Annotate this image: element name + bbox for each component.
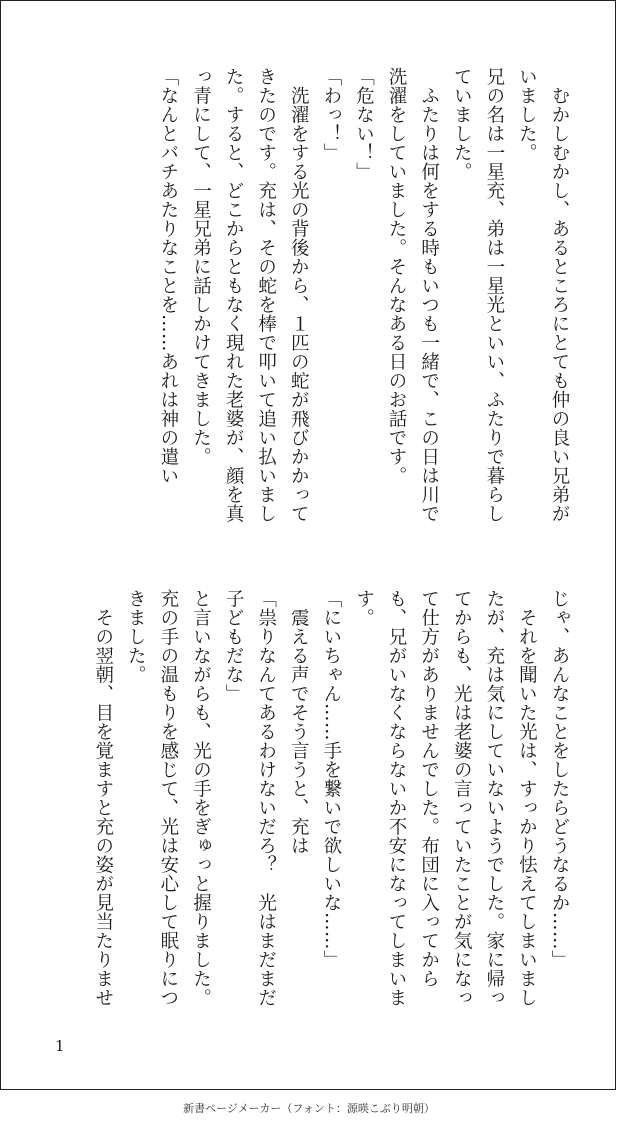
paragraph: と言いながらも、光の手をぎゅっと握りました。充の手の温もりを感じて、光は安心して眠りにつきました。 <box>125 589 212 1007</box>
paragraph: それを聞いた光は、すっかり怯えてしまいましたが、充は気にしていないようでした。家に帰ってからも、光は老婆の言っていたことが気になって仕方がありませんでした。布団に入ってからも、兄がいなくならないか不安になってしまいます。 <box>353 589 538 1007</box>
text-column-bottom <box>47 589 575 1009</box>
paragraph: ふたりは何をする時もいつも一緒で、この日は川で洗濯をしていました。そんなある日のお話です。 <box>386 67 440 523</box>
dialogue: 「なんとバチあたりなことを……あれは神の遣い <box>157 67 179 485</box>
footer-credit: 新書ページメーカー（フォント：源暎こぶり明朝） <box>183 1102 435 1115</box>
paragraph: 兄の名は一星充、弟は一星光といい、ふたりで暮らしていました。 <box>451 67 505 523</box>
paragraph: むかしむかし、あるところにとても仲の良い兄弟がいました。 <box>516 67 570 523</box>
dialogue: じゃ、あんなことをしたらどうなるか……」 <box>549 589 570 969</box>
paragraph: 洗濯をする光の背後から、１匹の蛇が飛びかかってきたのです。充は、その蛇を棒で叩いて追い払いました。すると、どこからともなく現れた老婆が、顔を真っ青にして、一星兄弟に話しかけてきました。 <box>190 67 310 523</box>
paragraph: 震える声でそう言うと、充は <box>288 607 310 855</box>
paragraph: その翌朝、目を覚ますと充の姿が見当たりませ <box>92 607 114 1007</box>
dialogue: 「祟りなんてあるわけないだろ？ 光はまだまだ子どもだな」 <box>223 589 277 1007</box>
dialogue: 「危ない！」 <box>353 67 375 181</box>
dialogue: 「にいちゃん……手を繋いで欲しいな……」 <box>320 589 342 969</box>
dialogue: 「わっ！」 <box>320 67 342 162</box>
page-number: 1 <box>55 1037 65 1055</box>
text-column-top <box>47 67 575 527</box>
